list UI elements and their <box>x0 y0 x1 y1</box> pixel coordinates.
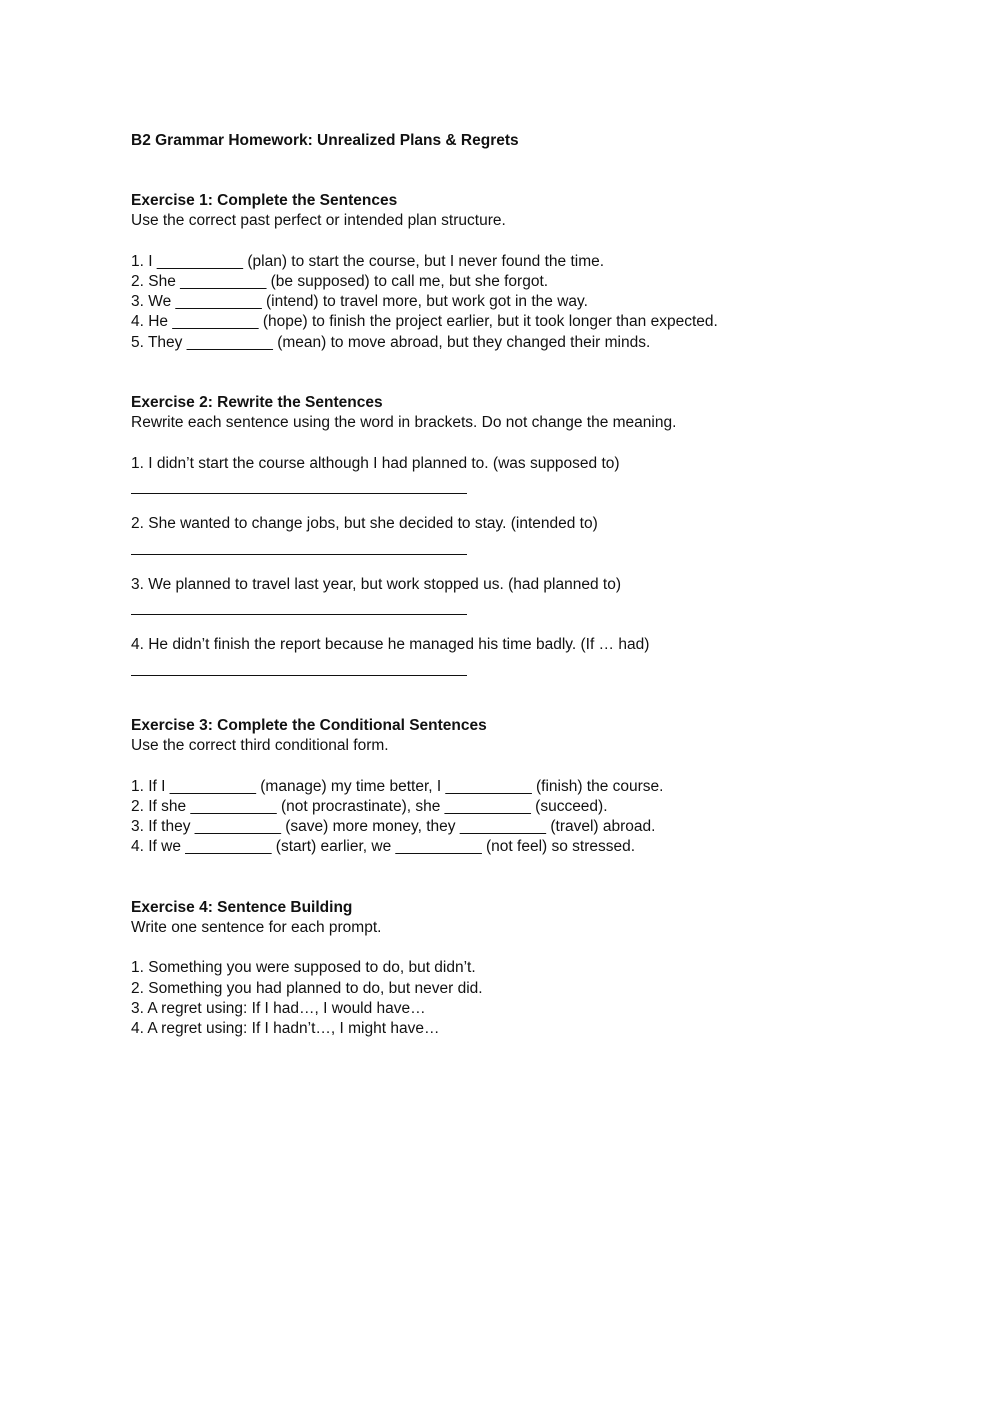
exercise-1-instruction: Use the correct past perfect or intended plan structure. <box>131 212 506 230</box>
exercise-1 <box>131 191 891 353</box>
exercise-3-item: 4. If we __________ (start) earlier, we __________ (not feel) so stressed. <box>131 838 636 856</box>
exercise-1-item: 4. He __________ (hope) to finish the project earlier, but it took longer than expected. <box>131 313 718 331</box>
exercise-4-item: 4. A regret using: If I hadn’t…, I might have… <box>131 1019 440 1037</box>
exercise-3-item: 3. If they __________ (save) more money, they __________ (travel) abroad. <box>131 818 656 836</box>
worksheet-title: B2 Grammar Homework: Unrealized Plans & Regrets <box>131 132 519 149</box>
exercise-4-item: 2. Something you had planned to do, but never did. <box>131 979 483 997</box>
exercise-3-item: 1. If I __________ (manage) my time better, I __________ (finish) the course. <box>131 777 664 795</box>
exercise-3-heading: Exercise 3: Complete the Conditional Sentences <box>131 717 487 735</box>
answer-line[interactable] <box>131 474 467 494</box>
exercise-1-heading: Exercise 1: Complete the Sentences <box>131 192 398 210</box>
worksheet-page <box>131 131 891 1039</box>
exercise-2-item: 4. He didn’t finish the report because he managed his time badly. (If … had) <box>131 636 650 654</box>
exercise-1-item: 5. They __________ (mean) to move abroad, but they changed their minds. <box>131 333 651 351</box>
exercise-2-item: 2. She wanted to change jobs, but she decided to stay. (intended to) <box>131 515 598 533</box>
answer-line[interactable] <box>131 656 467 676</box>
exercise-1-item: 3. We __________ (intend) to travel more, but work got in the way. <box>131 293 588 311</box>
exercise-3 <box>131 716 891 857</box>
exercise-3-item: 2. If she __________ (not procrastinate), she __________ (succeed). <box>131 797 608 815</box>
exercise-2 <box>131 393 891 676</box>
answer-line[interactable] <box>131 595 467 615</box>
exercise-1-item: 1. I __________ (plan) to start the course, but I never found the time. <box>131 252 605 270</box>
answer-line[interactable] <box>131 534 467 554</box>
exercise-4-instruction: Write one sentence for each prompt. <box>131 918 382 936</box>
exercise-2-heading: Exercise 2: Rewrite the Sentences <box>131 394 383 412</box>
exercise-4-item: 1. Something you were supposed to do, but didn’t. <box>131 959 476 977</box>
exercise-4-item: 3. A regret using: If I had…, I would have… <box>131 999 426 1017</box>
exercise-2-item: 3. We planned to travel last year, but work stopped us. (had planned to) <box>131 575 621 593</box>
exercise-2-instruction: Rewrite each sentence using the word in brackets. Do not change the meaning. <box>131 414 677 432</box>
exercise-4-heading: Exercise 4: Sentence Building <box>131 898 353 916</box>
exercise-4 <box>131 898 891 1039</box>
exercise-3-instruction: Use the correct third conditional form. <box>131 737 389 755</box>
exercise-1-item: 2. She __________ (be supposed) to call me, but she forgot. <box>131 272 549 290</box>
exercise-2-item: 1. I didn’t start the course although I had planned to. (was supposed to) <box>131 454 620 472</box>
